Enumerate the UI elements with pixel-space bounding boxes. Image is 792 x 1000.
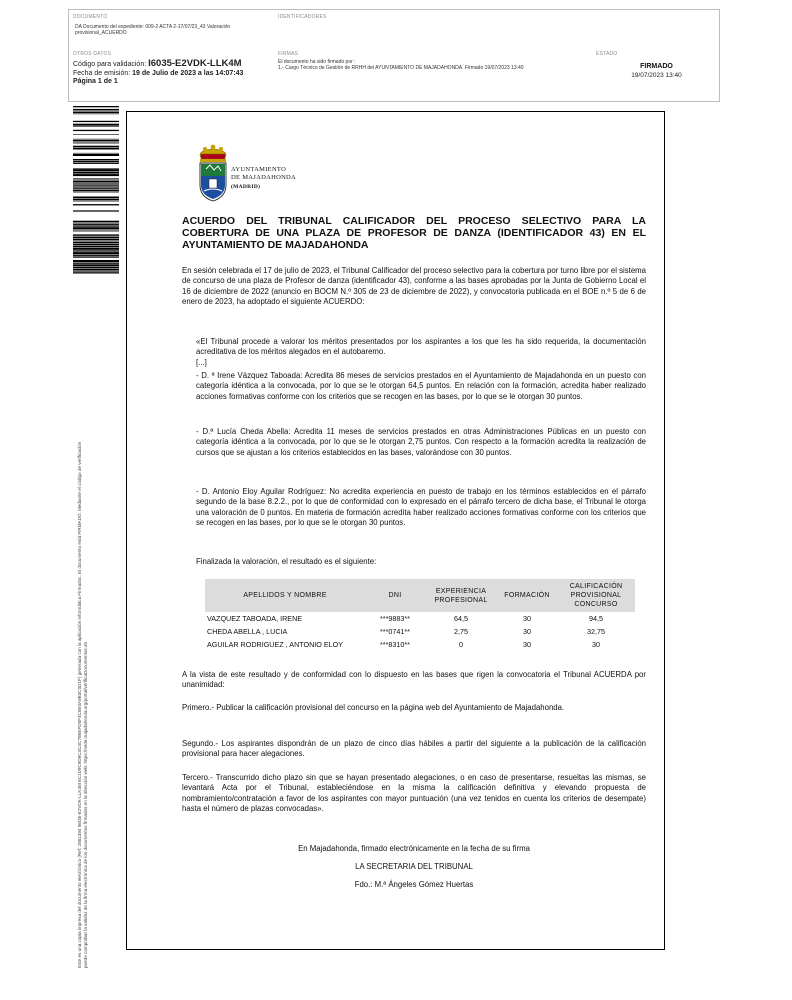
col-header-dni: DNI: [365, 579, 425, 612]
logo-line-3: (MADRID): [231, 184, 261, 190]
barcode-bar: [73, 227, 119, 229]
cell-formacion: 30: [523, 614, 531, 623]
barcode-bar: [73, 211, 119, 212]
barcode-bar: [73, 201, 119, 202]
barcode-bar: [73, 111, 119, 112]
closing-signatory: Fdo.: M.ª Ángeles Gómez Huertas: [354, 880, 474, 889]
barcode-bar: [73, 172, 119, 174]
quote-paragraph-1: [196, 337, 646, 368]
quote-paragraph-aguilar: - D. Antonio Eloy Aguilar Rodríguez: No acredita experiencia en puesto de trabajo en los términos establecidos en el párrafo segundo de la base 8.2.2., por lo que de conformidad con lo expresado en el párrafo tercero de dicha base, el Tribunal le otorga una valoración de 0 puntos. En materia de formación acredita haber realizado acciones formativas conforme con los criterios que se recogen en las bases, por lo que se le otorgan 30 puntos.: [196, 487, 646, 527]
barcode-bar: [73, 234, 119, 235]
table-row: [205, 638, 635, 651]
quote-ellipsis: [...]: [196, 357, 207, 367]
barcode-bar: [73, 126, 119, 127]
cell-formacion: 30: [523, 627, 531, 636]
barcode-bar: [73, 260, 119, 262]
document-page: [126, 111, 665, 950]
firmas-line-1: El documento ha sido firmado por :: [278, 59, 356, 65]
barcode-image: [73, 106, 119, 278]
barcode-bar: [73, 237, 119, 238]
barcode-bar: [73, 140, 119, 141]
quote-paragraph-cheda: - D.ª Lucía Cheda Abella: Acredita 11 meses de servicios prestados en otras Administraciones Públicas en un puesto con categoría idéntica a la convocada, por lo que se le otorgan 2,75 puntos. Con respecto a la formación acredita la realización de cursos que se ajustan a los criterios establecidos en las bases, valorándose con 30 puntos.: [196, 427, 646, 457]
barcode-bar: [73, 192, 119, 193]
barcode-bar: [73, 250, 119, 251]
barcode-bar: [73, 246, 119, 247]
barcode-bar: [73, 112, 119, 113]
barcode-bar: [73, 178, 119, 179]
quote-result-intro: Finalizada la valoración, el resultado es el siguiente:: [196, 557, 377, 566]
barcode-bar: [73, 106, 119, 107]
col-header-formacion: FORMACIÓN: [497, 579, 557, 612]
barcode-bar: [73, 142, 119, 143]
barcode-bar: [73, 230, 119, 231]
vista-paragraph: A la vista de este resultado y de conformidad con lo dispuesto en las bases que rigen la convocatoria el Tribunal ACUERDA por unanimidad:: [182, 670, 646, 690]
cell-nombre: CHEDA ABELLA , LUCIA: [207, 627, 288, 636]
col-header-nombre: APELLIDOS Y NOMBRE: [205, 579, 365, 612]
barcode-bar: [73, 163, 119, 164]
barcode-bar: [73, 204, 119, 205]
col-header-experiencia: EXPERIENCIA PROFESIONAL: [425, 579, 497, 612]
municipal-crest-logo: [196, 143, 230, 203]
barcode-bar: [73, 255, 119, 256]
documento-label: DOCUMENTO: [73, 14, 108, 20]
barcode-bar: [73, 221, 119, 222]
codigo-value[interactable]: I6035-E2VDK-LLK4M: [148, 58, 242, 69]
barcode-bar: [73, 146, 119, 147]
barcode-bar: [73, 121, 119, 122]
identificadores-cell: [274, 10, 721, 46]
barcode-bar: [73, 223, 119, 224]
barcode-bar: [73, 187, 119, 188]
codigo-label: Código para validación:: [73, 61, 147, 68]
barcode-bar: [73, 235, 119, 236]
otros-datos-cell: [69, 46, 274, 103]
barcode-bar: [73, 224, 119, 225]
barcode-bar: [73, 269, 119, 271]
closing-firma-line: En Majadahonda, firmado electrónicamente en la fecha de su firma: [298, 844, 530, 853]
barcode-bar: [73, 139, 119, 140]
cell-experiencia: 64,5: [454, 614, 468, 623]
firmas-cell: [274, 46, 592, 103]
barcode-bar: [73, 225, 119, 226]
pagina-count: Página 1 de 1: [73, 78, 118, 85]
ayuntamiento-name: [231, 166, 296, 191]
barcode-bar: [73, 239, 119, 240]
barcode-bar: [73, 114, 119, 115]
estado-cell: [592, 46, 721, 103]
barcode-bar: [73, 231, 119, 232]
barcode-bar: [73, 109, 119, 110]
barcode-bar: [73, 190, 119, 191]
barcode-bar: [73, 130, 119, 131]
barcode-bar: [73, 143, 119, 144]
firmas-line-2: 1.- Cargo Técnico de Gestión de RRHH del AYUNTAMIENTO DE MAJADAHONDA. Firmado 19/07/2023 13:40: [278, 65, 524, 71]
barcode-bar: [73, 183, 119, 184]
estado-label: ESTADO: [596, 51, 618, 57]
barcode-bar: [73, 134, 119, 135]
barcode-bar: [73, 124, 119, 126]
results-table-header: [205, 579, 635, 612]
barcode-bar: [73, 185, 119, 186]
barcode-bar: [73, 264, 119, 266]
cell-experiencia: 2,75: [454, 627, 468, 636]
barcode-bar: [73, 148, 119, 150]
barcode-bar: [73, 248, 119, 250]
barcode-bar: [73, 272, 119, 273]
cell-formacion: 30: [523, 640, 531, 649]
barcode-bar: [73, 210, 119, 211]
barcode-bar: [73, 169, 119, 171]
fecha-label: Fecha de emisión:: [73, 69, 131, 77]
identificadores-label: IDENTIFICADORES: [278, 14, 327, 20]
cell-nombre: VAZQUEZ TABOADA, IRENE: [207, 614, 303, 623]
barcode-bar: [73, 180, 119, 181]
barcode-bar: [73, 271, 119, 272]
side-text-line-2: puede comprobar la validez de la firma electrónica de los documentos firmados en la dirección web: https://sede.majadahonda.org/portal/verificaDocumentos.do: [82, 641, 88, 968]
segundo-paragraph: Segundo.- Los aspirantes dispondrán de un plazo de cinco días hábiles a partir del siguiente a la publicación de la calificación provisional para hacer alegaciones.: [182, 739, 646, 759]
barcode-bar: [73, 188, 119, 189]
barcode-bar: [73, 263, 119, 264]
otros-datos-label: OTROS DATOS: [73, 51, 112, 57]
barcode-bar: [73, 267, 119, 268]
side-text-line-1: Este es una copia impresa del documento electrónico (Ref: 2881394 I6035-E2VDK-LLK4M 6C1D9C9D9C4C4C7B5EFD0F4C5E0A9B3C0D1F) generada con la aplicación informática Firmadoc. El documento está FIRMADO. Mediante el código de verificación: [77, 441, 82, 968]
quote-paragraph-vazquez: - D. ª Irene Vázquez Taboada: Acredita 86 meses de servicios prestados en el Ayuntamiento de Majadahonda en un puesto con categoría idéntica a la convocada, por lo que se le otorgan 64,5 puntos. En relación con la formación, acredita haber realizado acciones formativas conforme con los criterios que se recogen en las bases, por lo que se le otorgan 30 puntos.: [196, 371, 646, 401]
barcode-bar: [73, 252, 119, 254]
documento-name: DA Documento del expediente: 009-2 ACTA 2-17/07/23_43 Valoración provisional_ACUERDO: [75, 24, 231, 36]
logo-line-1: AYUNTAMIENTO: [231, 166, 287, 173]
cell-dni: ***0741**: [380, 627, 410, 636]
barcode-bar: [73, 197, 119, 199]
intro-paragraph: En sesión celebrada el 17 de julio de 2023, el Tribunal Calificador del proceso selectivo para la cobertura por turno libre por el sistema de concurso de una plaza de Profesor de danza (identificador 43), conforme a las bases aprobadas por la Junta de Gobierno Local el 16 de diciembre de 2022 (anuncio en BOCM N.º 305 de 23 de diciembre de 2022), y convocatoria publicada en el BOE n.º 5 de 6 de enero de 2023, ha adoptado el siguiente ACUERDO:: [182, 266, 646, 306]
cell-dni: ***8310**: [380, 640, 410, 649]
quote-text-1: «El Tribunal procede a valorar los méritos presentados por los aspirantes a los que les ha sido requerida, la documentación acreditativa de los méritos alegados en el autobaremo.: [196, 337, 646, 357]
col-header-calificacion: CALIFICACIÓN PROVISIONAL CONCURSO: [557, 579, 635, 612]
closing-secretaria: LA SECRETARIA DEL TRIBUNAL: [355, 862, 473, 871]
cell-calificacion: 30: [592, 640, 600, 649]
barcode-bar: [73, 244, 119, 246]
logo-line-2: DE MAJADAHONDA: [231, 174, 297, 181]
cell-calificacion: 32,75: [587, 627, 605, 636]
fecha-value: 19 de Julio de 2023 a las 14:07:43: [132, 69, 244, 77]
estado-date: 19/07/2023 13:40: [631, 72, 682, 79]
cell-experiencia: 0: [459, 640, 463, 649]
verification-side-text: [77, 278, 107, 968]
barcode-bar: [73, 168, 119, 169]
documento-cell: [69, 10, 274, 46]
barcode-bar: [73, 181, 119, 183]
barcode-bar: [73, 184, 119, 185]
cell-calificacion: 94,5: [589, 614, 603, 623]
document-title: ACUERDO DEL TRIBUNAL CALIFICADOR DEL PROCESO SELECTIVO PARA LA COBERTURA DE UNA PLAZA DE PROFESOR DE DANZA (IDENTIFICADOR 43) EN EL AYUNTAMIENTO DE MAJADAHONDA: [182, 215, 646, 251]
tercero-paragraph: Tercero.- Transcurrido dicho plazo sin que se hayan presentado alegaciones, o en caso de presentarse, resueltas las mismas, se levantará Acta por el Tribunal, estableciéndose en la misma la calificación definitiva y elevando propuesta de nombramiento/contratación a favor de los aspirantes con mayor puntuación (una vez tenidos en cuenta los criterios de desempate) hasta el número de plazas convocadas».: [182, 773, 646, 813]
barcode-bar: [73, 161, 119, 162]
barcode-bar: [73, 159, 119, 160]
table-row: [205, 612, 635, 625]
cell-dni: ***9883**: [380, 614, 410, 623]
barcode-bar: [73, 153, 119, 154]
cell-nombre: AGUILAR RODRIGUEZ , ANTONIO ELOY: [207, 640, 344, 649]
signature-metadata-box: [68, 9, 720, 102]
primero-paragraph: Primero.- Publicar la calificación provisional del concurso en la página web del Ayuntamiento de Majadahonda.: [182, 703, 565, 712]
estado-value: FIRMADO: [640, 63, 673, 70]
barcode-bar: [73, 241, 119, 242]
firmas-label: FIRMAS: [278, 51, 299, 57]
barcode-bar: [73, 199, 119, 200]
barcode-bar: [73, 256, 119, 257]
table-row: [205, 625, 635, 638]
barcode-bar: [73, 242, 119, 243]
results-table: [205, 579, 635, 651]
barcode-bar: [73, 174, 119, 176]
barcode-bar: [73, 154, 119, 156]
